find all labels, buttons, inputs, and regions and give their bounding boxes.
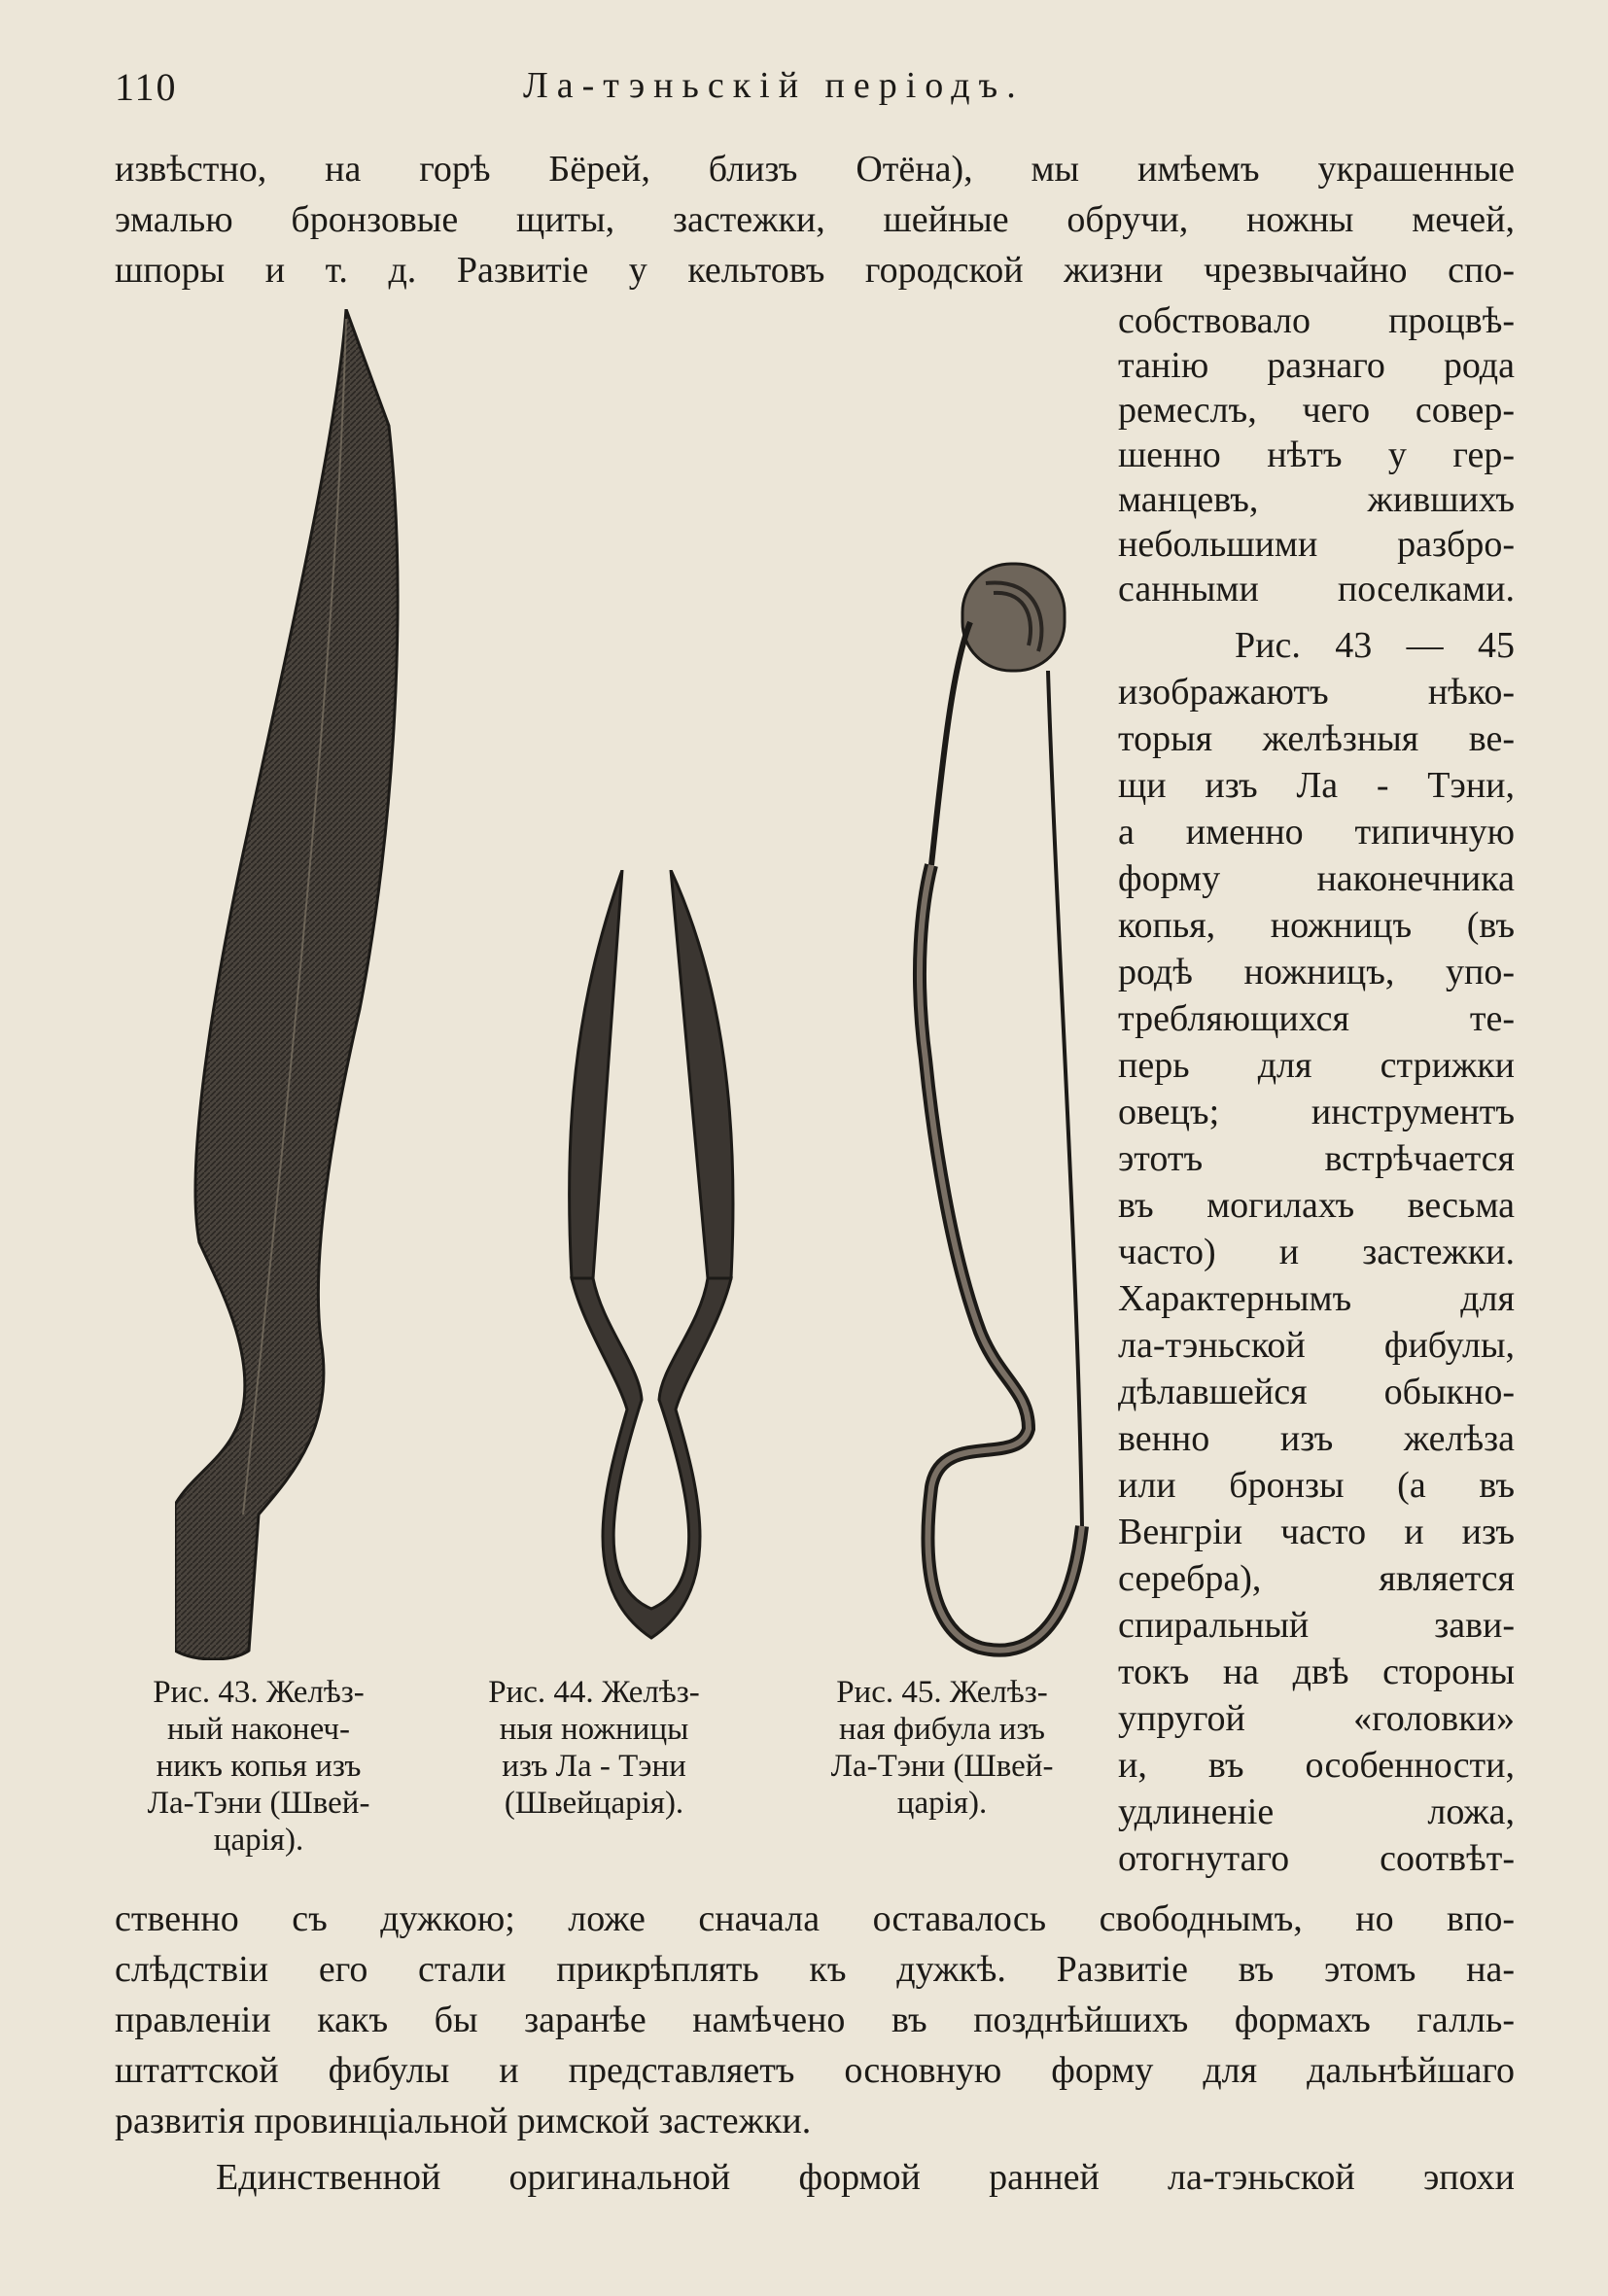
column-line: упругой «головки» (1118, 1698, 1515, 1739)
body-line: эмалью бронзовые щиты, застежки, шейные обручи, ножны мечей, (115, 199, 1515, 240)
column-line: часто) и застежки. (1118, 1232, 1515, 1272)
fibula-illustration (892, 554, 1097, 1662)
column-line: копья, ножницъ (въ (1118, 905, 1515, 946)
column-line: а именно типичную (1118, 812, 1515, 852)
column-line: шенно нѣтъ у гер- (1118, 435, 1515, 475)
figure-45-caption: Рис. 45. Желѣз- ная фибула изъ Ла-Тэни (Швей- царія). (830, 1675, 1054, 1821)
shears-illustration (544, 870, 753, 1648)
body-line: развитія провинціальной римской застежки. (115, 2101, 812, 2141)
body-line: слѣдствіи его стали прикрѣплять къ дужкѣ. Развитіе въ этомъ на- (115, 1949, 1515, 1990)
column-line: этотъ встрѣчается (1118, 1138, 1515, 1179)
column-line: ремеслъ, чего совер- (1118, 390, 1515, 431)
column-line: Характернымъ для (1118, 1278, 1515, 1319)
column-line: или бронзы (а въ (1118, 1465, 1515, 1506)
page-number: 110 (115, 65, 178, 109)
column-line: щи изъ Ла - Тэни, (1118, 765, 1515, 806)
column-line: Венгріи часто и изъ (1118, 1512, 1515, 1552)
column-line: отогнутаго соотвѣт- (1118, 1838, 1515, 1879)
column-line: форму наконечника (1118, 858, 1515, 899)
column-line: и, въ особенности, (1118, 1745, 1515, 1786)
column-line: торыя желѣзныя ве- (1118, 718, 1515, 759)
column-line: изображаютъ нѣко- (1118, 672, 1515, 713)
column-line: венно изъ желѣза (1118, 1418, 1515, 1459)
column-line: санными поселками. (1118, 569, 1515, 609)
column-line: небольшими разбро- (1118, 524, 1515, 565)
body-line: шпоры и т. д. Развитіе у кельтовъ городской жизни чрезвычайно спо- (115, 250, 1515, 291)
figure-43-caption: Рис. 43. Желѣз- ный наконеч- никъ копья изъ Ла-Тэни (Швей- царія). (147, 1675, 370, 1858)
running-title: Ла-тэньскій періодъ. (523, 65, 1025, 106)
column-line: дѣлавшейся обыкно- (1118, 1372, 1515, 1412)
column-line: серебра), является (1118, 1558, 1515, 1599)
column-line: Рис. 43 — 45 (1235, 625, 1515, 666)
column-line: родѣ ножницъ, упо- (1118, 952, 1515, 992)
body-line: штаттской фибулы и представляетъ основную форму для дальнѣйшаго (115, 2050, 1515, 2091)
column-line: собствовало процвѣ- (1118, 300, 1515, 341)
column-line: въ могилахъ весьма (1118, 1185, 1515, 1226)
column-line: удлиненіе ложа, (1118, 1792, 1515, 1832)
column-line: перь для стрижки (1118, 1045, 1515, 1086)
column-line: манцевъ, жившихъ (1118, 479, 1515, 520)
spearhead-illustration (175, 309, 428, 1660)
body-line: ственно съ дужкою; ложе сначала оставалось свободнымъ, но впо- (115, 1898, 1515, 1939)
column-line: овецъ; инструментъ (1118, 1092, 1515, 1132)
column-line: спиральный зави- (1118, 1605, 1515, 1646)
body-line: Единственной оригинальной формой ранней ла-тэньской эпохи (216, 2157, 1515, 2198)
column-line: требляющихся те- (1118, 998, 1515, 1039)
column-line: токъ на двѣ стороны (1118, 1652, 1515, 1692)
page-header (115, 60, 1515, 119)
body-line: извѣстно, на горѣ Бёрей, близъ Отёна), мы имѣемъ украшенные (115, 149, 1515, 190)
body-line: правленіи какъ бы заранѣе намѣчено въ позднѣйшихъ формахъ галль- (115, 2000, 1515, 2040)
column-line: танію разнаго рода (1118, 345, 1515, 386)
figure-44-caption: Рис. 44. Желѣз- ныя ножницы изъ Ла - Тэни (Швейцарія). (488, 1675, 700, 1821)
column-line: ла-тэньской фибулы, (1118, 1325, 1515, 1366)
